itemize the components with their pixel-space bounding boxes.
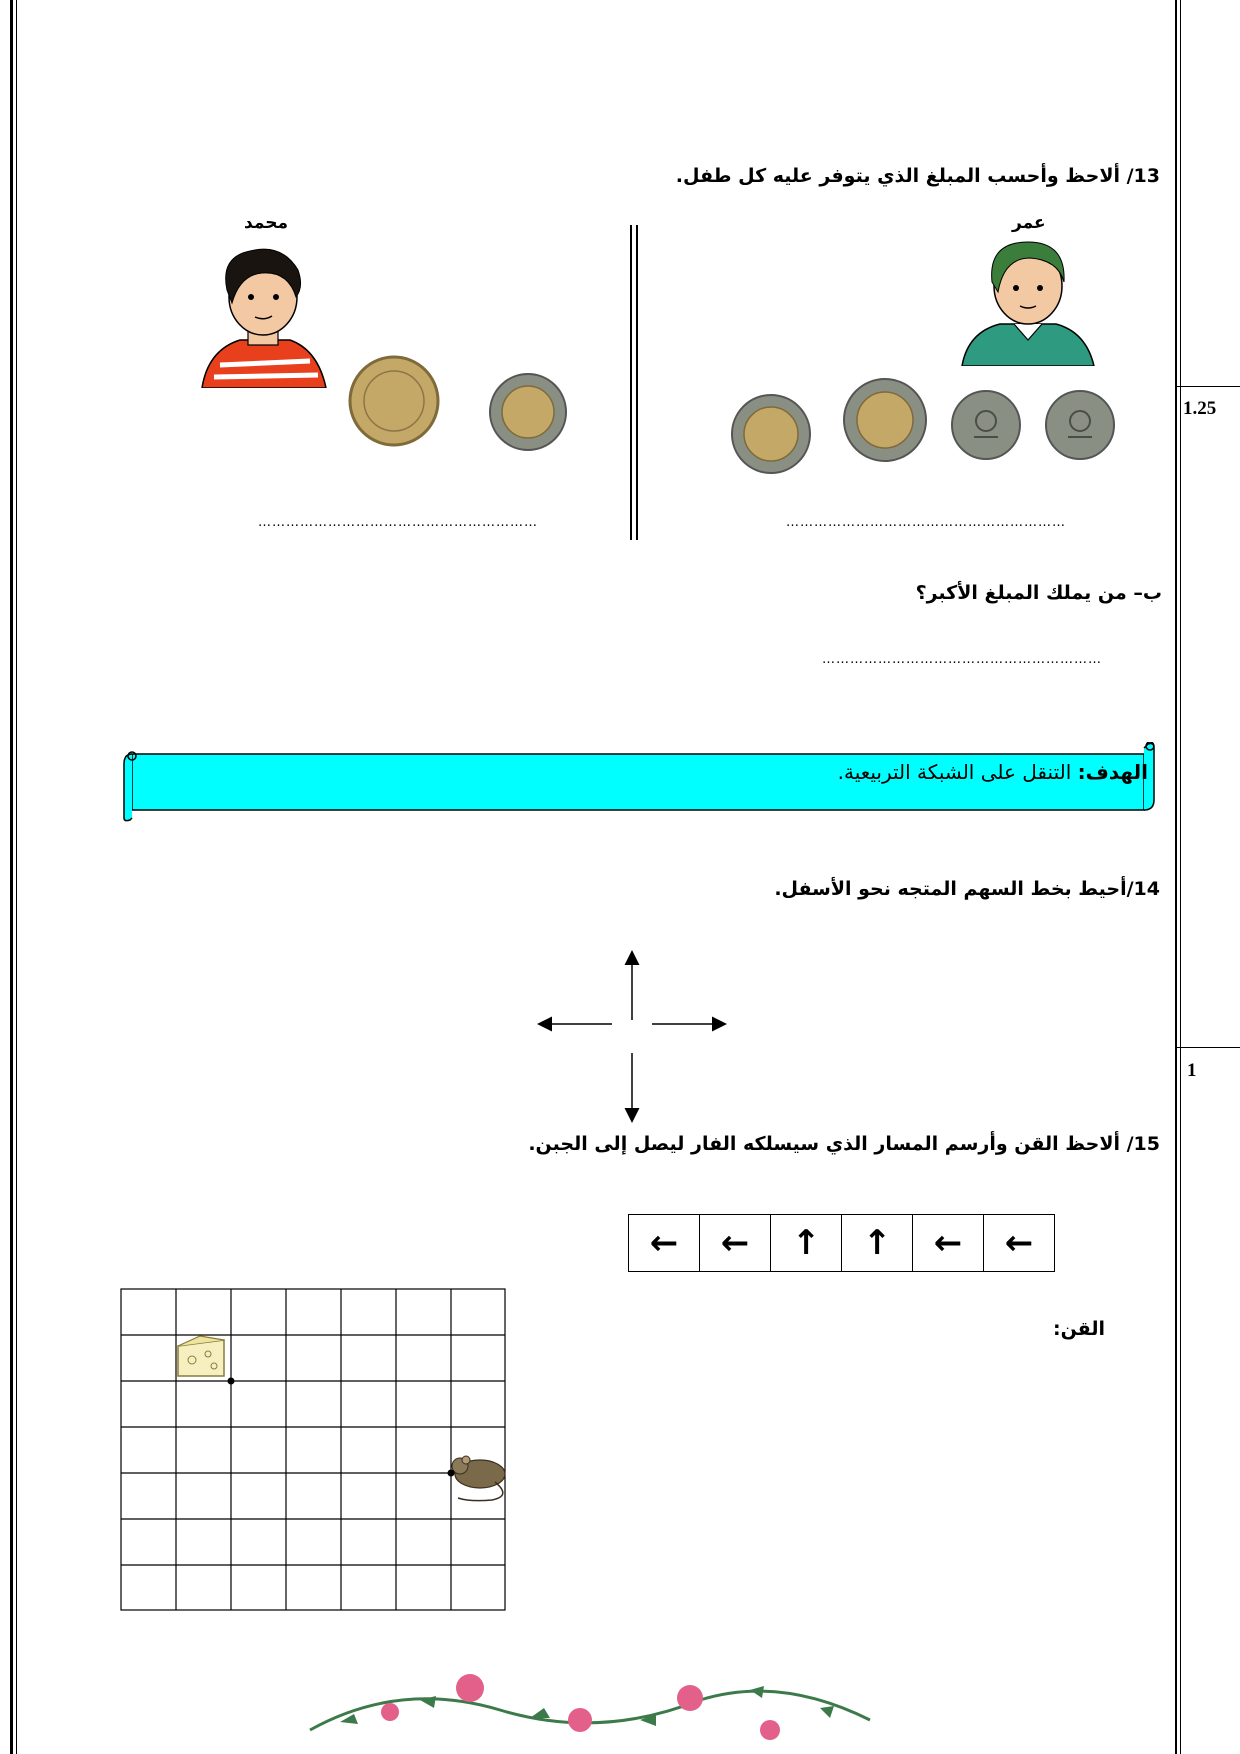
grid-lines xyxy=(121,1289,505,1610)
mouse-point xyxy=(448,1470,455,1477)
question-13-title: 13/ ألاحظ وأحسب المبلغ الذي يتوفر عليه كل طفل. xyxy=(675,165,1160,187)
goal-description: التنقل على الشبكة التربيعية. xyxy=(837,760,1078,784)
score-2: 1 xyxy=(1187,1060,1197,1081)
coin-right-3 xyxy=(950,389,1022,461)
page-border-right xyxy=(1175,0,1177,1754)
mouse-icon xyxy=(452,1456,505,1501)
goal-text xyxy=(838,760,1148,784)
child-mohamed-illustration xyxy=(200,245,330,388)
code-cell-1: ← xyxy=(984,1215,1055,1272)
code-cell-6: ← xyxy=(629,1215,700,1272)
goal-label: الهدف: xyxy=(1077,760,1148,784)
page-border-left-inner xyxy=(16,0,17,1754)
question-14-title: 14/أحيط بخط السهم المتجه نحو الأسفل. xyxy=(774,878,1160,900)
code-cell-2: ← xyxy=(913,1215,984,1272)
code-table xyxy=(628,1214,1055,1272)
square-grid[interactable] xyxy=(120,1288,510,1613)
coin-left-2 xyxy=(488,372,568,452)
answer-line-13b[interactable]: …………………………………………………… xyxy=(822,652,1102,667)
child-omar-illustration xyxy=(958,236,1098,366)
decorative-flower-garland xyxy=(300,1660,880,1754)
page-border-left xyxy=(10,0,13,1754)
child-name-omar: عمر xyxy=(1012,213,1046,233)
answer-line-mohamed[interactable]: …………………………………………………… xyxy=(258,515,538,530)
question-15-title: 15/ ألاحظ القن وأرسم المسار الذي سيسلكه الفار ليصل إلى الجبن. xyxy=(528,1133,1160,1155)
code-cell-3: ↑ xyxy=(842,1215,913,1272)
direction-arrows[interactable] xyxy=(530,945,730,1130)
code-cell-4: ↑ xyxy=(771,1215,842,1272)
child-name-mohamed: محمد xyxy=(244,213,288,233)
question-13b-title: ب– من يملك المبلغ الأكبر؟ xyxy=(915,582,1162,604)
cheese-point xyxy=(228,1378,235,1385)
score-divider-2 xyxy=(1175,1047,1240,1048)
q13-divider-b xyxy=(636,225,638,540)
code-cell-5: ← xyxy=(700,1215,771,1272)
coin-right-2 xyxy=(842,377,928,463)
coin-right-1 xyxy=(730,393,812,475)
score-divider-1 xyxy=(1175,386,1240,387)
score-1: 1.25 xyxy=(1183,398,1217,419)
code-label: القن: xyxy=(1052,1318,1105,1340)
coin-right-4 xyxy=(1044,389,1116,461)
cheese-icon xyxy=(178,1336,224,1376)
page-border-right-inner xyxy=(1180,0,1181,1754)
answer-line-omar[interactable]: …………………………………………………… xyxy=(786,515,1066,530)
q13-divider-a xyxy=(630,225,632,540)
coin-left-1 xyxy=(348,355,440,447)
